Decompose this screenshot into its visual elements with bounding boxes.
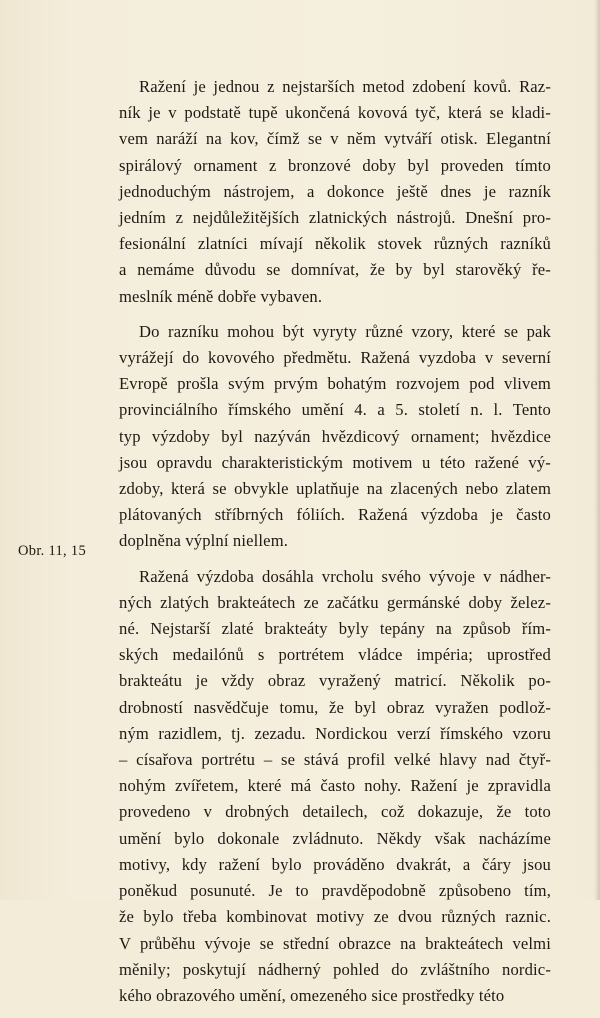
text-line: – císařova portrétu – se stává profil velké hlavy nad čtyř-	[119, 750, 551, 770]
text-line: ník je v podstatě tupě ukončená kovová tyč, která se kladi-	[119, 103, 551, 123]
text-line: ným razidlem, tj. zezadu. Nordickou verzí římského vzoru	[119, 723, 551, 743]
text-line: Evropě prošla svým prvým bohatým rozvojem pod vlivem	[119, 374, 551, 394]
text-line: drobností nasvědčuje tomu, že byl obraz vyražen podlož-	[119, 697, 551, 717]
text-line: jednoduchým nástrojem, a dokonce ještě dnes je razník	[119, 181, 551, 201]
text-line: V průběhu vývoje se střední obrazce na brakteátech velmi	[119, 933, 551, 953]
paragraph-3	[119, 564, 551, 1009]
text-line: motivy, kdy ražení bylo prováděno dvakrát, a čáry jsou	[119, 854, 551, 874]
text-line: zdoby, která se obvykle uplatňuje na zlacených nebo zlatem	[119, 479, 551, 499]
paragraph-1	[119, 74, 551, 310]
paragraph-2	[119, 319, 551, 555]
text-line: měnily; poskytují nádherný pohled do zvláštního nordic-	[119, 959, 551, 979]
text-line: že bylo třeba kombinovat motivy ze dvou různých raznic.	[119, 907, 551, 927]
text-line: kého obrazového umění, omezeného sice prostředky této	[119, 985, 505, 1005]
text-line: typ výzdoby byl nazýván hvězdicový ornament; hvězdice	[119, 426, 551, 446]
text-line: brakteátu je vždy obraz vyražený matricí. Několik po-	[119, 671, 551, 691]
text-line: vem naráží na kov, čímž se v něm vytváří otisk. Elegantní	[119, 129, 551, 149]
text-line: a nemáme důvodu se domnívat, že by byl starověký ře-	[119, 260, 551, 280]
margin-figure-reference: Obr. 11, 15	[18, 543, 87, 559]
text-line: provinciálního římského umění 4. a 5. století n. l. Tento	[119, 400, 551, 420]
text-line: provedeno v drobných detailech, což dokazuje, že toto	[119, 802, 551, 822]
text-line: né. Nejstarší zlaté brakteáty byly tepány na způsob řím-	[119, 619, 551, 639]
text-line: vyrážejí do kovového předmětu. Ražená vyzdoba v severní	[119, 348, 551, 368]
text-line: Do razníku mohou být vyryty různé vzory, které se pak	[139, 321, 551, 341]
text-line: meslník méně dobře vybaven.	[119, 286, 323, 306]
body-text	[119, 74, 551, 1018]
text-line: spirálový ornament z bronzové doby byl proveden tímto	[119, 155, 551, 175]
text-line: jsou opravdu charakteristickým motivem u této ražené vý-	[119, 452, 551, 472]
text-line: jedním z nejdůležitějších zlatnických nástrojů. Dnešní pro-	[119, 208, 551, 228]
text-line: Ražená výzdoba dosáhla vrcholu svého vývoje v nádher-	[139, 566, 551, 586]
text-line: doplněna výplní niellem.	[119, 531, 289, 551]
text-line: Ražení je jednou z nejstarších metod zdobení kovů. Raz-	[139, 77, 551, 96]
text-line: nohým zvířetem, které má často nohy. Ražení je zpravidla	[119, 776, 551, 796]
text-line: poněkud posunuté. Je to pravděpodobně způsobeno tím,	[119, 881, 551, 901]
text-line: fesionální zlatníci mívají několik stovek různých razníků	[119, 234, 551, 254]
text-line: plátovaných stříbrných fóliích. Ražená výzdoba je často	[119, 505, 551, 525]
page-edge-shadow	[594, 0, 600, 900]
text-line: ných zlatých brakteátech ze začátku germánské doby želez-	[119, 592, 551, 612]
text-line: umění bylo dokonale zvládnuto. Někdy však nacházíme	[119, 828, 551, 848]
text-line: ských medailónů s portrétem vládce impéria; uprostřed	[119, 645, 551, 665]
